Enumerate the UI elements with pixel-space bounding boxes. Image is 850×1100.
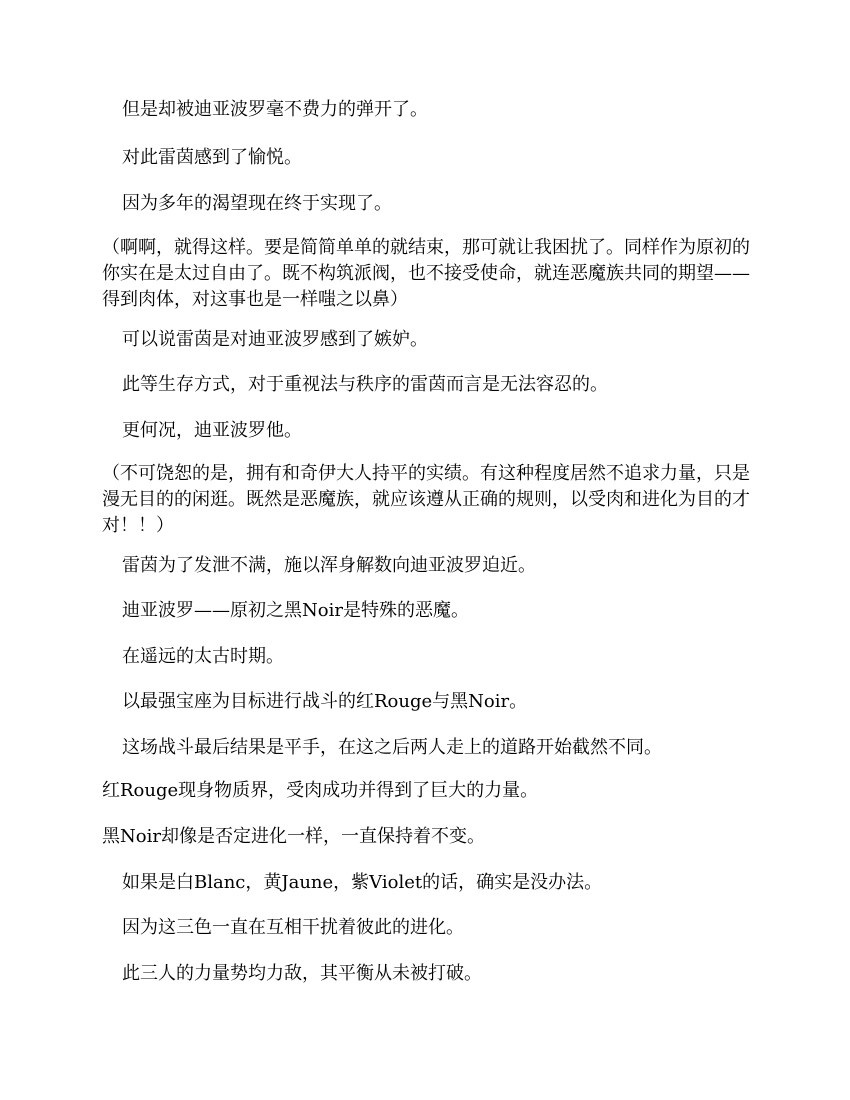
paragraph-10: 迪亚波罗——原初之黑Noir是特殊的恶魔。 <box>122 600 469 621</box>
paragraph-4: （啊啊，就得这样。要是简简单单的就结束，那可就让我困扰了。同样作为原初的你实在是太过自由了。既不构筑派阀，也不接受使命，就连恶魔族共同的期望——得到肉体，对这事也是一样嗤之以鼻） <box>102 237 750 310</box>
paragraph-15: 黑Noir却像是否定进化一样，一直保持着不变。 <box>102 826 485 847</box>
paragraph-17: 因为这三色一直在互相干扰着彼此的进化。 <box>122 917 464 938</box>
paragraph-7: 更何况，迪亚波罗他。 <box>122 420 302 441</box>
paragraph-16: 如果是白Blanc，黄Jaune，紫Violet的话，确实是没办法。 <box>122 872 603 893</box>
paragraph-2: 对此雷茵感到了愉悦。 <box>122 147 302 168</box>
paragraph-8: （不可饶恕的是，拥有和奇伊大人持平的实绩。有这种程度居然不追求力量，只是漫无目的的闲逛。既然是恶魔族，就应该遵从正确的规则，以受肉和进化为目的才对！！） <box>102 463 750 536</box>
paragraph-1: 但是却被迪亚波罗毫不费力的弹开了。 <box>122 99 428 120</box>
paragraph-18: 此三人的力量势均力敌，其平衡从未被打破。 <box>122 963 482 984</box>
paragraph-11: 在遥远的太古时期。 <box>122 646 284 667</box>
paragraph-14: 红Rouge现身物质界，受肉成功并得到了巨大的力量。 <box>102 780 539 801</box>
paragraph-5: 可以说雷茵是对迪亚波罗感到了嫉妒。 <box>122 329 428 350</box>
paragraph-13: 这场战斗最后结果是平手，在这之后两人走上的道路开始截然不同。 <box>122 737 662 758</box>
paragraph-12: 以最强宝座为目标进行战斗的红Rouge与黑Noir。 <box>122 691 528 712</box>
paragraph-3: 因为多年的渴望现在终于实现了。 <box>122 193 392 214</box>
paragraph-9: 雷茵为了发泄不满，施以浑身解数向迪亚波罗迫近。 <box>122 555 536 576</box>
paragraph-6: 此等生存方式，对于重视法与秩序的雷茵而言是无法容忍的。 <box>122 374 608 395</box>
